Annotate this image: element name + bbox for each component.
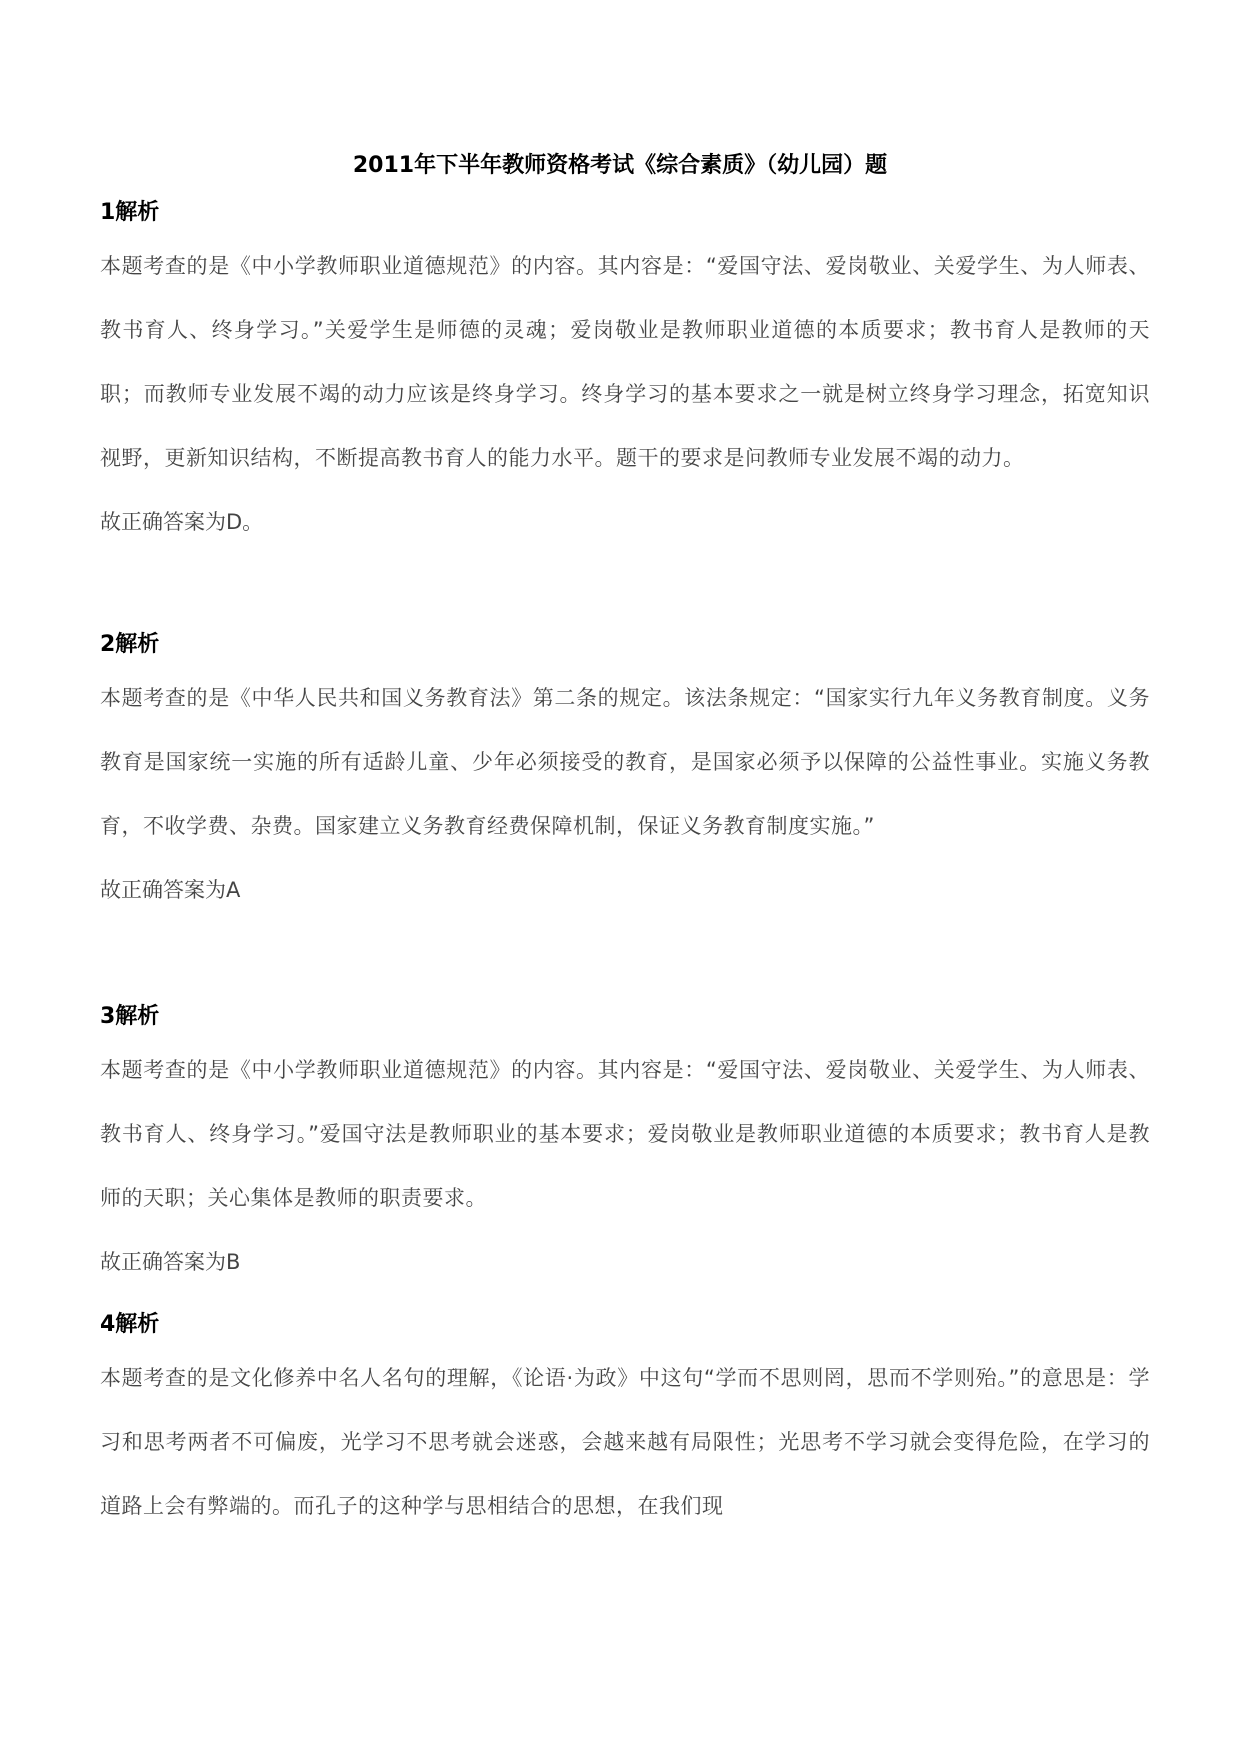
analysis-section-2 (100, 630, 1150, 922)
analysis-section-3 (100, 1002, 1150, 1294)
answer-line: 故正确答案为A (100, 878, 241, 902)
analysis-paragraph: 本题考查的是《中小学教师职业道德规范》的内容。其内容是：“爱国守法、爱岗敬业、关爱学生、为人师表、教书育人、终身学习。”关爱学生是师德的灵魂；爱岗敬业是教师职业道德的本质要求；教书育人是教师的天职；而教师专业发展不竭的动力应该是终身学习。终身学习的基本要求之一就是树立终身学习理念，拓宽知识视野，更新知识结构，不断提高教书育人的能力水平。题干的要求是问教师专业发展不竭的动力。 (100, 254, 1150, 470)
section-heading: 2解析 (100, 632, 160, 657)
answer-line: 故正确答案为D。 (100, 510, 264, 534)
section-heading: 3解析 (100, 1004, 160, 1029)
section-heading: 1解析 (100, 200, 160, 225)
document-title: 2011年下半年教师资格考试《综合素质》（幼儿园）题 (352, 153, 888, 178)
section-heading: 4解析 (100, 1312, 160, 1337)
answer-line: 故正确答案为B (100, 1250, 241, 1274)
analysis-paragraph: 本题考查的是《中小学教师职业道德规范》的内容。其内容是：“爱国守法、爱岗敬业、关爱学生、为人师表、教书育人、终身学习。”爱国守法是教师职业的基本要求；爱岗敬业是教师职业道德的本质要求；教书育人是教师的天职；关心集体是教师的职责要求。 (100, 1058, 1150, 1210)
analysis-paragraph: 本题考查的是《中华人民共和国义务教育法》第二条的规定。该法条规定：“国家实行九年义务教育制度。义务教育是国家统一实施的所有适龄儿童、少年必须接受的教育，是国家必须予以保障的公益性事业。实施义务教育，不收学费、杂费。国家建立义务教育经费保障机制，保证义务教育制度实施。” (100, 686, 1150, 838)
analysis-section-4 (100, 1310, 1150, 1538)
analysis-paragraph: 本题考查的是文化修养中名人名句的理解，《论语·为政》中这句“学而不思则罔，思而不学则殆。”的意思是：学习和思考两者不可偏废，光学习不思考就会迷惑，会越来越有局限性；光思考不学习就会变得危险，在学习的道路上会有弊端的。而孔子的这种学与思相结合的思想，在我们现 (100, 1366, 1150, 1518)
analysis-section-1 (100, 198, 1150, 554)
